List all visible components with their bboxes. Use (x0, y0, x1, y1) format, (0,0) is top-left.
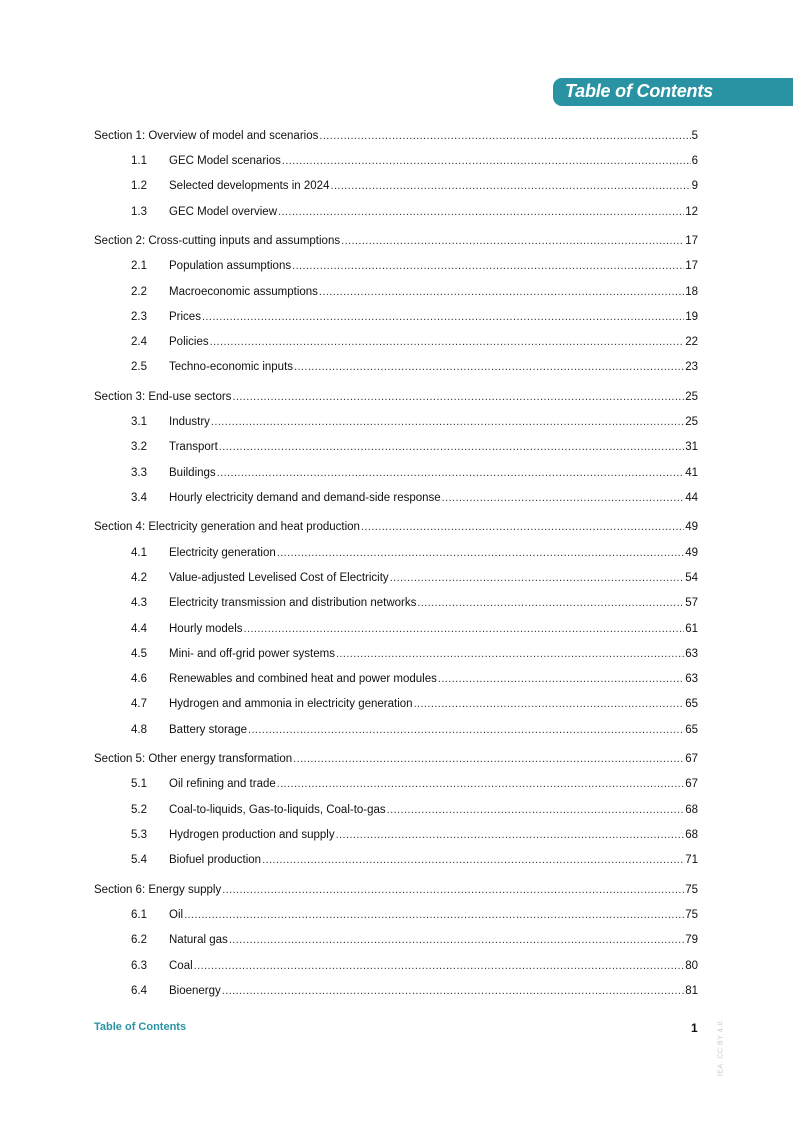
toc-entry-page: 67 (685, 753, 698, 766)
toc-entry-title: Biofuel production (169, 854, 262, 867)
toc-entry-page: 81 (685, 984, 698, 997)
toc-entry-number: 3.1 (131, 416, 147, 429)
toc-dot-leader (194, 960, 685, 972)
toc-subsection-entry[interactable] (94, 797, 698, 822)
toc-subsection-entry[interactable] (94, 978, 698, 1003)
toc-entry-number: 5.2 (131, 803, 147, 816)
toc-dot-leader (319, 130, 690, 142)
toc-entry-page: 5 (691, 129, 698, 142)
toc-entry-number: 1.1 (131, 154, 147, 167)
toc-entry-page: 17 (685, 260, 698, 273)
toc-subsection-entry[interactable] (94, 616, 698, 641)
toc-entry-page: 65 (685, 723, 698, 736)
toc-subsection-entry[interactable] (94, 254, 698, 279)
toc-dot-leader (232, 391, 684, 403)
footer-page-number: 1 (691, 1021, 698, 1035)
toc-entry-page: 23 (685, 361, 698, 374)
toc-entry-page: 49 (685, 546, 698, 559)
toc-entry-page: 41 (685, 466, 698, 479)
toc-section-entry[interactable] (94, 515, 698, 540)
toc-dot-leader (330, 180, 690, 192)
toc-entry-number: 2.5 (131, 361, 147, 374)
toc-subsection-entry[interactable] (94, 355, 698, 380)
toc-subsection-entry[interactable] (94, 953, 698, 978)
toc-section-entry[interactable] (94, 877, 698, 902)
toc-entry-number: 4.3 (131, 597, 147, 610)
toc-entry-page: 6 (691, 154, 698, 167)
toc-entry-title: Hourly models (169, 622, 243, 635)
toc-entry-title: Hydrogen and ammonia in electricity generation (169, 698, 413, 711)
toc-section-entry[interactable] (94, 123, 698, 148)
toc-entry-title: Section 1: Overview of model and scenarios (94, 129, 319, 142)
toc-entry-number: 2.4 (131, 336, 147, 349)
toc-entry-page: 67 (685, 778, 698, 791)
toc-entry-page: 71 (685, 854, 698, 867)
toc-subsection-entry[interactable] (94, 540, 698, 565)
toc-subsection-entry[interactable] (94, 591, 698, 616)
toc-entry-title: Prices (169, 310, 201, 323)
toc-dot-leader (442, 492, 685, 504)
toc-dot-leader (336, 648, 684, 660)
toc-dot-leader (341, 235, 684, 247)
toc-entry-page: 63 (685, 673, 698, 686)
toc-subsection-entry[interactable] (94, 460, 698, 485)
toc-entry-number: 2.1 (131, 260, 147, 273)
footer-title: Table of Contents (94, 1021, 187, 1033)
toc-entry-title: Policies (169, 336, 209, 349)
toc-entry-number: 6.4 (131, 984, 147, 997)
toc-subsection-entry[interactable] (94, 565, 698, 590)
toc-dot-leader (390, 572, 685, 584)
toc-dot-leader (282, 155, 691, 167)
toc-entry-page: 80 (685, 959, 698, 972)
toc-subsection-entry[interactable] (94, 435, 698, 460)
toc-section-entry[interactable] (94, 228, 698, 253)
toc-dot-leader (210, 336, 685, 348)
toc-entry-title: Bioenergy (169, 984, 221, 997)
toc-entry-number: 4.8 (131, 723, 147, 736)
toc-entry-page: 61 (685, 622, 698, 635)
toc-subsection-entry[interactable] (94, 485, 698, 510)
toc-dot-leader (292, 260, 684, 272)
toc-subsection-entry[interactable] (94, 717, 698, 742)
toc-entry-number: 4.2 (131, 571, 147, 584)
toc-entry-page: 19 (685, 310, 698, 323)
toc-entry-title: GEC Model overview (169, 205, 278, 218)
toc-entry-number: 4.6 (131, 673, 147, 686)
toc-entry-title: Selected developments in 2024 (169, 180, 330, 193)
toc-subsection-entry[interactable] (94, 772, 698, 797)
toc-entry-number: 3.2 (131, 441, 147, 454)
toc-entry-page: 54 (685, 571, 698, 584)
toc-dot-leader (219, 441, 684, 453)
license-text: IEA. CC BY 4.0. (717, 1018, 725, 1077)
toc-dot-leader (222, 884, 684, 896)
toc-entry-number: 5.3 (131, 829, 147, 842)
toc-subsection-entry[interactable] (94, 822, 698, 847)
toc-entry-title: Electricity generation (169, 546, 276, 559)
toc-dot-leader (202, 311, 684, 323)
toc-entry-title: Hydrogen production and supply (169, 829, 335, 842)
toc-entry-page: 18 (685, 285, 698, 298)
toc-subsection-entry[interactable] (94, 692, 698, 717)
toc-subsection-entry[interactable] (94, 641, 698, 666)
toc-entry-title: Value-adjusted Levelised Cost of Electricity (169, 571, 389, 584)
toc-entry-page: 75 (685, 883, 698, 896)
toc-entry-number: 6.3 (131, 959, 147, 972)
toc-dot-leader (277, 778, 684, 790)
toc-entry-number: 4.1 (131, 546, 147, 559)
toc-subsection-entry[interactable] (94, 279, 698, 304)
toc-section-entry[interactable] (94, 747, 698, 772)
toc-dot-leader (262, 854, 684, 866)
toc-entry-page: 57 (685, 597, 698, 610)
toc-entry-number: 4.5 (131, 647, 147, 660)
toc-entry-title: Coal-to-liquids, Gas-to-liquids, Coal-to-gas (169, 803, 386, 816)
toc-entry-title: Macroeconomic assumptions (169, 285, 318, 298)
toc-subsection-entry[interactable] (94, 199, 698, 224)
toc-entry-page: 68 (685, 829, 698, 842)
toc-entry-number: 5.1 (131, 778, 147, 791)
toc-subsection-entry[interactable] (94, 667, 698, 692)
toc-entry-page: 31 (685, 441, 698, 454)
toc-entry-title: Renewables and combined heat and power modules (169, 673, 437, 686)
toc-subsection-entry[interactable] (94, 329, 698, 354)
toc-entry-title: Buildings (169, 466, 216, 479)
toc-entry-title: Section 3: End-use sectors (94, 390, 232, 403)
toc-entry-number: 3.3 (131, 466, 147, 479)
toc-subsection-entry[interactable] (94, 409, 698, 434)
toc-dot-leader (294, 361, 684, 373)
toc-entry-number: 1.2 (131, 180, 147, 193)
toc-entry-title: Coal (169, 959, 193, 972)
toc-entry-number: 3.4 (131, 491, 147, 504)
toc-dot-leader (293, 753, 684, 765)
toc-dot-leader (336, 829, 685, 841)
toc-entry-page: 12 (685, 205, 698, 218)
toc-entry-page: 25 (685, 390, 698, 403)
license-note (714, 1020, 728, 1080)
toc-subsection-entry[interactable] (94, 174, 698, 199)
toc-entry-title: Section 2: Cross-cutting inputs and assumptions (94, 234, 341, 247)
toc-entry-number: 5.4 (131, 854, 147, 867)
toc-dot-leader (319, 286, 684, 298)
toc-dot-leader (244, 623, 685, 635)
toc-dot-leader (387, 804, 685, 816)
toc-dot-leader (248, 724, 684, 736)
toc-entry-number: 6.1 (131, 909, 147, 922)
toc-dot-leader (361, 521, 684, 533)
toc-entry-title: Section 6: Energy supply (94, 883, 222, 896)
toc-entry-page: 75 (685, 909, 698, 922)
toc-entry-title: Hourly electricity demand and demand-side response (169, 491, 441, 504)
toc-dot-leader (414, 698, 685, 710)
toc-entry-title: Section 4: Electricity generation and heat production (94, 521, 360, 534)
toc-subsection-entry[interactable] (94, 148, 698, 173)
toc-entry-title: Transport (169, 441, 218, 454)
toc-entry-page: 49 (685, 521, 698, 534)
page-header-title: Table of Contents (565, 81, 713, 101)
header-title-tab (553, 78, 793, 106)
toc-entry-number: 2.2 (131, 285, 147, 298)
toc-entry-page: 22 (685, 336, 698, 349)
toc-entry-title: GEC Model scenarios (169, 154, 281, 167)
toc-dot-leader (229, 934, 684, 946)
toc-entry-page: 17 (685, 234, 698, 247)
toc-entry-title: Population assumptions (169, 260, 292, 273)
toc-entry-title: Section 5: Other energy transformation (94, 753, 293, 766)
toc-entry-number: 2.3 (131, 310, 147, 323)
toc-entry-title: Industry (169, 416, 210, 429)
toc-dot-leader (277, 547, 684, 559)
toc-subsection-entry[interactable] (94, 304, 698, 329)
toc-dot-leader (184, 909, 684, 921)
toc-entry-page: 44 (685, 491, 698, 504)
toc-entry-page: 25 (685, 416, 698, 429)
toc-subsection-entry[interactable] (94, 928, 698, 953)
toc-entry-title: Techno-economic inputs (169, 361, 294, 374)
toc-entry-title: Battery storage (169, 723, 247, 736)
toc-entry-number: 4.4 (131, 622, 147, 635)
toc-entry-page: 9 (691, 180, 698, 193)
toc-subsection-entry[interactable] (94, 848, 698, 873)
toc-dot-leader (222, 985, 684, 997)
toc-dot-leader (278, 206, 684, 218)
toc-dot-leader (211, 416, 684, 428)
toc-subsection-entry[interactable] (94, 902, 698, 927)
toc-entry-number: 4.7 (131, 698, 147, 711)
toc-dot-leader (417, 597, 684, 609)
toc-entry-page: 63 (685, 647, 698, 660)
toc-entry-title: Oil refining and trade (169, 778, 276, 791)
toc-entry-title: Oil (169, 909, 184, 922)
toc-entry-title: Mini- and off-grid power systems (169, 647, 335, 660)
table-of-contents (94, 123, 698, 1004)
toc-dot-leader (438, 673, 684, 685)
toc-dot-leader (217, 467, 685, 479)
toc-entry-page: 79 (685, 934, 698, 947)
toc-entry-title: Electricity transmission and distribution networks (169, 597, 417, 610)
toc-section-entry[interactable] (94, 384, 698, 409)
toc-entry-page: 65 (685, 698, 698, 711)
toc-entry-title: Natural gas (169, 934, 228, 947)
toc-entry-number: 6.2 (131, 934, 147, 947)
toc-entry-page: 68 (685, 803, 698, 816)
toc-entry-number: 1.3 (131, 205, 147, 218)
